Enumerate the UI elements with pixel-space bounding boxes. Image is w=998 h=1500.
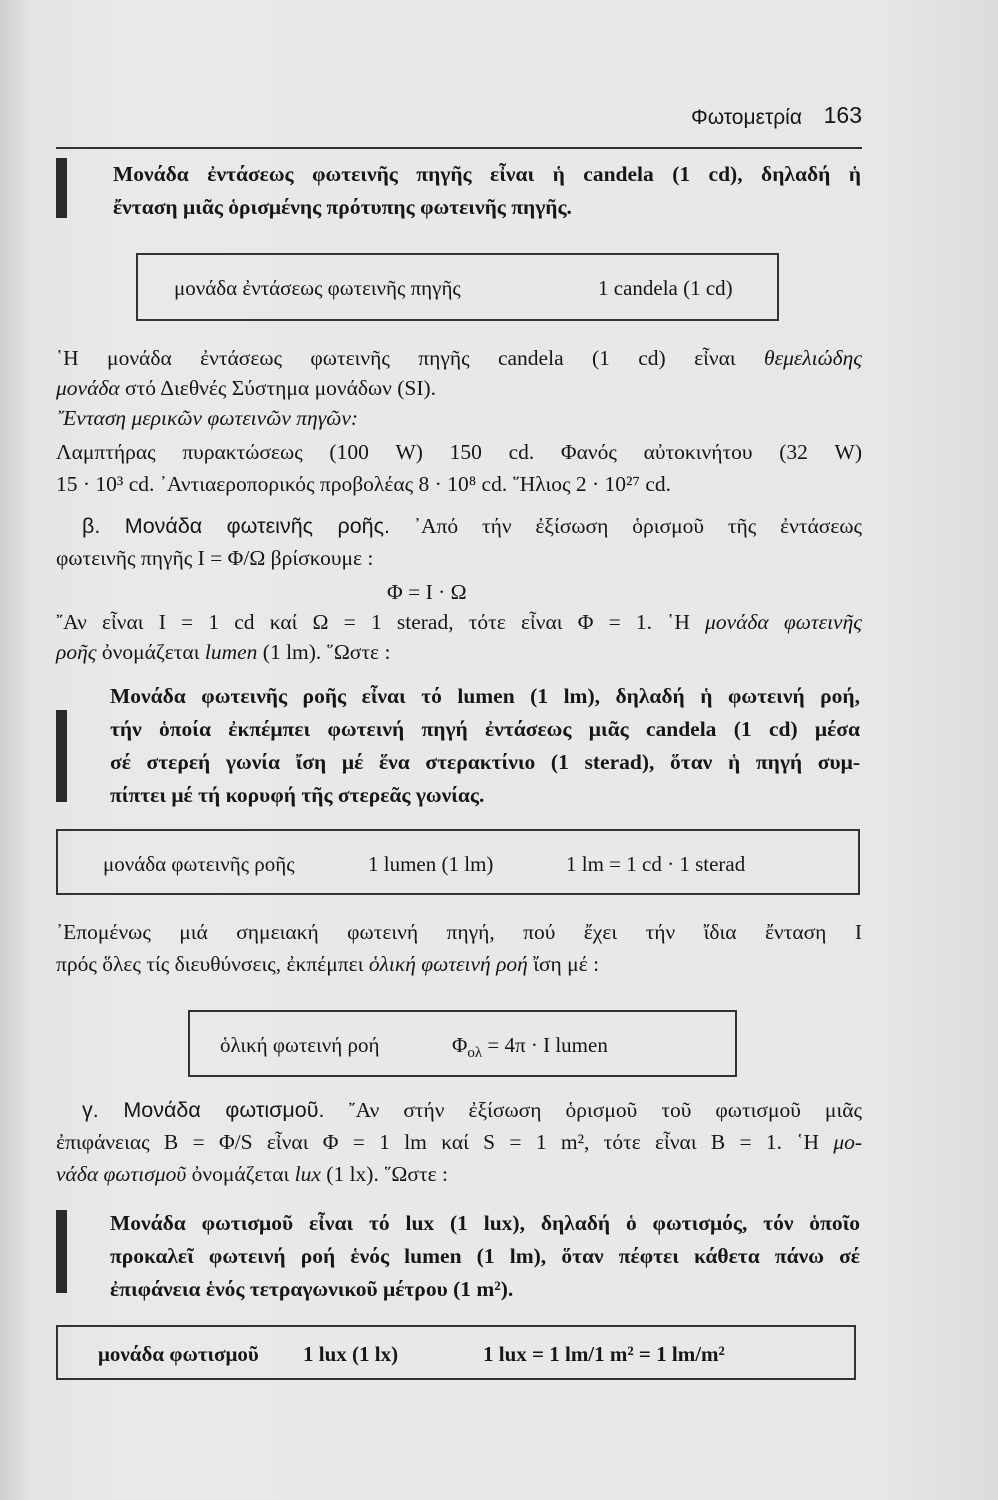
text-run: ᾿Από τήν ἐξίσωση ὁρισμοῦ τῆς ἐντάσεως	[413, 514, 863, 538]
box-label: ὁλική φωτεινή ροή	[220, 1033, 380, 1057]
text-run: (1 lx). ῞Ωστε :	[326, 1162, 448, 1186]
text-run: ἐπιφάνειας B = Φ/S εἶναι Φ = 1 lm καί S = 1 m², τότε εἶναι B = 1. ῾Η	[56, 1130, 820, 1154]
box-label: μονάδα φωτισμοῦ	[98, 1342, 259, 1366]
text-run: ῾Η μονάδα ἐντάσεως φωτεινῆς πηγῆς candela (1 cd) εἶναι	[56, 346, 736, 370]
emphasis: μονάδα	[56, 376, 120, 400]
text-run: ὀνομάζεται	[101, 640, 200, 664]
paragraph-line	[56, 1096, 862, 1124]
formula-rest: = 4π · I lumen	[482, 1033, 608, 1057]
margin-bar-lumen	[56, 710, 67, 802]
box-label: μονάδα ἐντάσεως φωτεινῆς πηγῆς	[174, 276, 461, 300]
paragraph-line	[56, 950, 599, 978]
lux-unit-box	[56, 1325, 856, 1380]
text-run: ὀνομάζεται	[191, 1162, 290, 1186]
emphasis: θεμελιώδης	[764, 346, 863, 370]
emphasis: νάδα φωτισμοῦ	[56, 1162, 187, 1186]
sources-heading: ῎Ενταση μερικῶν φωτεινῶν πηγῶν:	[56, 406, 359, 430]
box-value: 1 candela (1 cd)	[598, 276, 733, 300]
box-relation: 1 lux = 1 lm/1 m² = 1 lm/m²	[483, 1342, 725, 1366]
equation: Φ = I · Ω	[387, 580, 467, 604]
text-run: (1 lm). ῞Ωστε :	[262, 640, 391, 664]
definition-line: ἐπιφάνεια ἑνός τετραγωνικοῦ μέτρου (1 m²).	[110, 1277, 514, 1301]
text-run: ῎Αν εἶναι I = 1 cd καί Ω = 1 sterad, τότε εἶναι Φ = 1. ῾Η	[56, 610, 690, 634]
paragraph-line: Λαμπτήρας πυρακτώσεως (100 W) 150 cd. Φανός αὐτοκινήτου (32 W)	[56, 440, 862, 464]
paragraph-line	[56, 638, 390, 666]
total-flux-formula	[452, 1031, 608, 1067]
emphasis: μονάδα φωτεινῆς	[705, 610, 862, 634]
definition-line: Μονάδα φωτισμοῦ εἶναι τό lux (1 lux), δηλαδή ὁ φωτισμός, τόν ὁποῖο	[110, 1211, 860, 1235]
text-run: ῎Αν στήν ἐξίσωση ὁρισμοῦ τοῦ φωτισμοῦ μιᾶς	[348, 1098, 863, 1122]
lumen-unit-box	[56, 829, 860, 895]
definition-line: Μονάδα φωτεινῆς ροῆς εἶναι τό lumen (1 lm), δηλαδή ἡ φωτεινή ροή,	[110, 684, 860, 708]
definition-line: πίπτει μέ τή κορυφή τῆς στερεᾶς γωνίας.	[110, 783, 485, 807]
margin-bar-lux	[56, 1210, 67, 1293]
definition-line: προκαλεῖ φωτεινή ροή ἑνός lumen (1 lm), ὅταν πέφτει κάθετα πάνω σέ	[110, 1244, 860, 1268]
definition-line: ἔνταση μιᾶς ὁρισμένης πρότυπης φωτεινῆς πηγῆς.	[113, 195, 572, 219]
box-relation: 1 lm = 1 cd · 1 sterad	[566, 852, 746, 876]
paragraph-line: φωτεινῆς πηγῆς I = Φ/Ω βρίσκουμε :	[56, 546, 374, 570]
emphasis: ὁλική φωτεινή ροή	[368, 952, 528, 976]
paragraph-line: 15 · 10³ cd. ᾿Αντιαεροπορικός προβολέας 8 · 10⁸ cd. ῞Ηλιος 2 · 10²⁷ cd.	[56, 472, 672, 496]
text-run: πρός ὅλες τίς διευθύνσεις, ἐκπέμπει	[56, 952, 364, 976]
paragraph-line	[56, 608, 862, 636]
emphasis: lumen	[204, 640, 258, 664]
text-run: ἴση μέ :	[533, 952, 600, 976]
candela-unit-box	[136, 253, 779, 321]
definition-line: σέ στερεή γωνία ἴση μέ ἕνα στερακτίνιο (1 sterad), ὅταν ἡ πηγή συμ-	[110, 750, 860, 774]
formula-symbol: Φ	[452, 1033, 468, 1057]
emphasis: ροῆς	[56, 640, 97, 664]
formula-subscript: ολ	[467, 1045, 483, 1062]
text-run: στό Διεθνές Σύστημα μονάδων (SI).	[125, 376, 437, 400]
paragraph-line	[56, 344, 862, 372]
paragraph-line	[56, 1128, 862, 1156]
box-value: 1 lumen (1 lm)	[368, 852, 494, 876]
paragraph-line: ᾿Επομένως μιά σημειακή φωτεινή πηγή, πού ἔχει τήν ἴδια ἔνταση I	[56, 920, 862, 944]
emphasis: lux	[294, 1162, 321, 1186]
section-heading: β. Μονάδα φωτεινῆς ροῆς.	[82, 514, 390, 538]
box-label: μονάδα φωτεινῆς ροῆς	[103, 852, 295, 876]
paragraph-line	[56, 512, 862, 540]
section-heading: γ. Μονάδα φωτισμοῦ.	[82, 1098, 325, 1122]
margin-bar-candela	[56, 158, 67, 218]
definition-line: Μονάδα ἐντάσεως φωτεινῆς πηγῆς εἶναι ἡ candela (1 cd), δηλαδή ἡ	[113, 162, 861, 186]
paragraph-line	[56, 1160, 448, 1188]
header-rule	[56, 147, 862, 149]
paragraph-line	[56, 374, 436, 402]
page-number: 163	[823, 102, 862, 128]
definition-line: τήν ὁποία ἐκπέμπει φωτεινή πηγή ἐντάσεως μιᾶς candela (1 cd) μέσα	[110, 717, 860, 741]
page-header	[56, 100, 862, 144]
box-value: 1 lux (1 lx)	[303, 1342, 399, 1366]
running-title: Φωτομετρία	[690, 106, 802, 129]
total-flux-box	[188, 1010, 737, 1077]
emphasis: μο-	[833, 1130, 863, 1154]
